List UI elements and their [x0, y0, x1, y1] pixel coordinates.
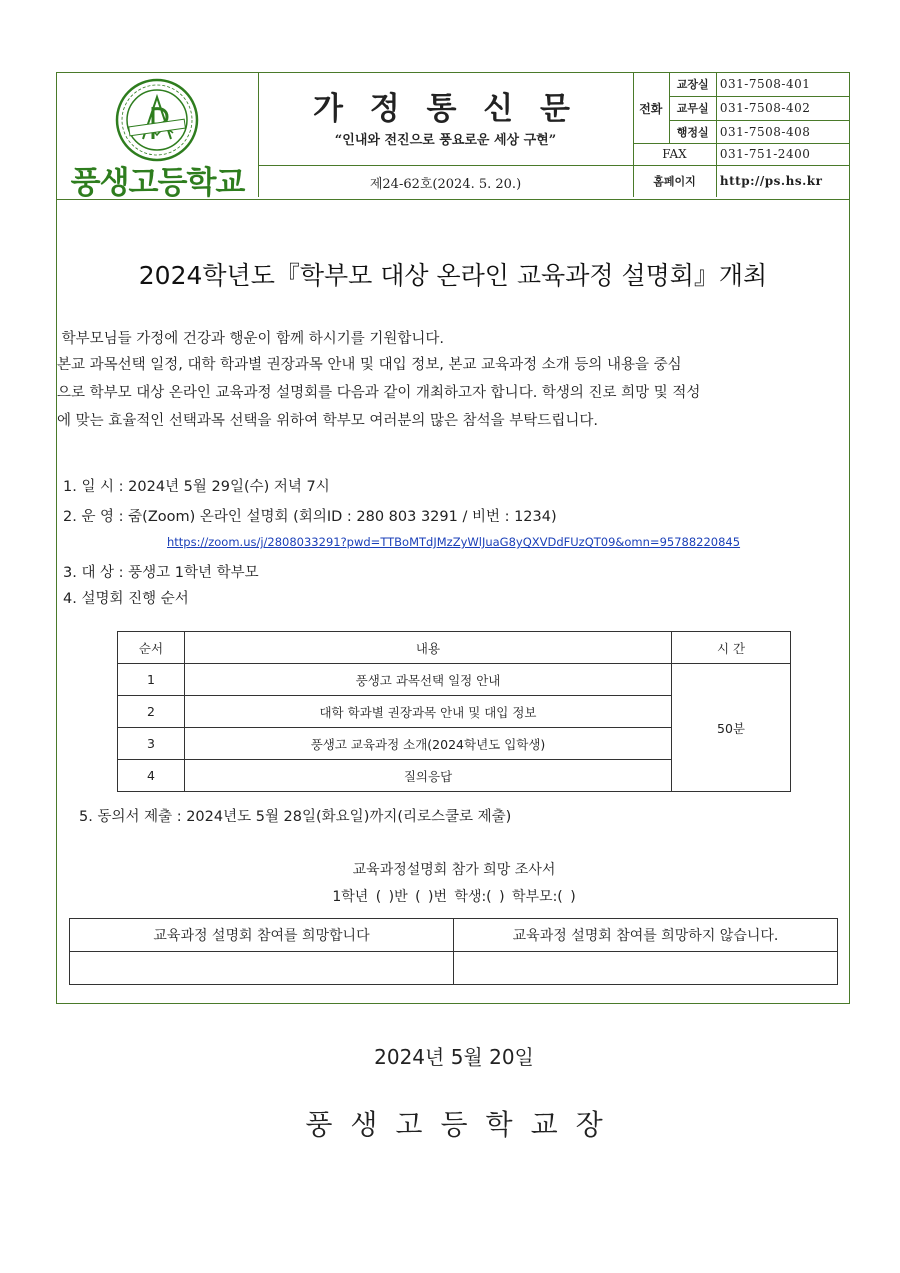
row-content: 풍생고 교육과정 소개(2024학년도 입학생): [185, 728, 672, 760]
column-header: 내용: [185, 632, 672, 664]
school-seal-icon: [113, 77, 201, 163]
contact-number: 031-7508-402: [716, 96, 849, 120]
item-operation: 2. 운 영 : 줌(Zoom) 온라인 설명회 (회의ID : 280 803 3291 / 비번 : 1234): [63, 509, 557, 525]
column-header: 시 간: [672, 632, 791, 664]
homepage-link[interactable]: http://ps.hs.kr: [716, 165, 849, 197]
option-not-attend: 교육과정 설명회 참여를 희망하지 않습니다.: [454, 919, 838, 952]
contact-table: [633, 73, 849, 197]
row-content: 질의응답: [185, 760, 672, 792]
fax-label: FAX: [633, 144, 716, 165]
letterhead: [57, 73, 849, 200]
option-attend: 교육과정 설명회 참여를 희망합니다: [70, 919, 454, 952]
intro-line: 에 맞는 효율적인 선택과목 선택을 위하여 학부모 여러분의 많은 참석을 부탁드립니다.: [57, 413, 598, 429]
issue-date: 2024년 5월 20일: [374, 1045, 534, 1069]
schedule-table: [117, 631, 791, 792]
contact-dept: 행정실: [669, 120, 716, 144]
item-when: 1. 일 시 : 2024년 5월 29일(수) 저녁 7시: [63, 479, 330, 495]
item-order: 4. 설명회 진행 순서: [63, 591, 189, 607]
intro-line: 본교 과목선택 일정, 대학 학과별 권장과목 안내 및 대입 정보, 본교 교육과정 소개 등의 내용을 중심: [57, 357, 682, 373]
newsletter-title: 가 정 통 신 문: [313, 91, 578, 127]
fax-number: 031-751-2400: [716, 144, 849, 165]
row-content: 대학 학과별 권장과목 안내 및 대입 정보: [185, 696, 672, 728]
document-frame: [56, 72, 850, 1141]
survey-fill-line: 1학년 ( )반 ( )번 학생:( ) 학부모:( ): [332, 889, 576, 905]
contact-dept: 교무실: [669, 96, 716, 120]
row-number: 3: [118, 728, 185, 760]
survey-title: 교육과정설명회 참가 희망 조사서: [352, 862, 556, 878]
divider: [258, 165, 633, 166]
contact-dept: 교장실: [669, 73, 716, 96]
item-target: 3. 대 상 : 풍생고 1학년 학부모: [63, 565, 259, 581]
school-name: 풍생고등학교: [70, 165, 245, 201]
logo-cell: [57, 73, 259, 201]
contact-number: 031-7508-401: [716, 73, 849, 96]
row-number: 2: [118, 696, 185, 728]
table-header-row: [118, 632, 791, 664]
school-motto: “인내와 전진으로 풍요로운 세상 구현”: [334, 133, 557, 148]
attend-checkbox-cell[interactable]: [70, 952, 454, 985]
survey-table: [69, 918, 838, 985]
row-number: 4: [118, 760, 185, 792]
contact-number: 031-7508-408: [716, 120, 849, 144]
table-row: [118, 664, 791, 696]
zoom-link[interactable]: https://zoom.us/j/2808033291?pwd=TTBoMTdJMzZyWlJuaG8yQXVDdFUzQT09&omn=95788220845: [167, 535, 741, 549]
column-header: 순서: [118, 632, 185, 664]
greeting-text: 학부모님들 가정에 건강과 행운이 함께 하시기를 기원합니다.: [61, 331, 445, 347]
greeting: [57, 325, 851, 353]
principal-signature: 풍생고등학교장: [305, 1108, 621, 1141]
document-title: 2024학년도『학부모 대상 온라인 교육과정 설명회』개최: [138, 261, 768, 290]
homepage-label: 홈페이지: [633, 165, 716, 197]
row-content: 풍생고 과목선택 일정 안내: [185, 664, 672, 696]
phone-label: 전화: [633, 73, 669, 144]
intro-line: 으로 학부모 대상 온라인 교육과정 설명회를 다음과 같이 개최하고자 합니다. 학생의 진로 희망 및 적성: [57, 385, 701, 401]
duration-cell: 50분: [672, 664, 791, 792]
item-consent: 5. 동의서 제출 : 2024년도 5월 28일(화요일)까지(리로스쿨로 제출): [79, 809, 512, 825]
issue-number: 제24-62호(2024. 5. 20.): [369, 177, 522, 192]
not-attend-checkbox-cell[interactable]: [454, 952, 838, 985]
row-number: 1: [118, 664, 185, 696]
title-cell: [258, 73, 634, 197]
